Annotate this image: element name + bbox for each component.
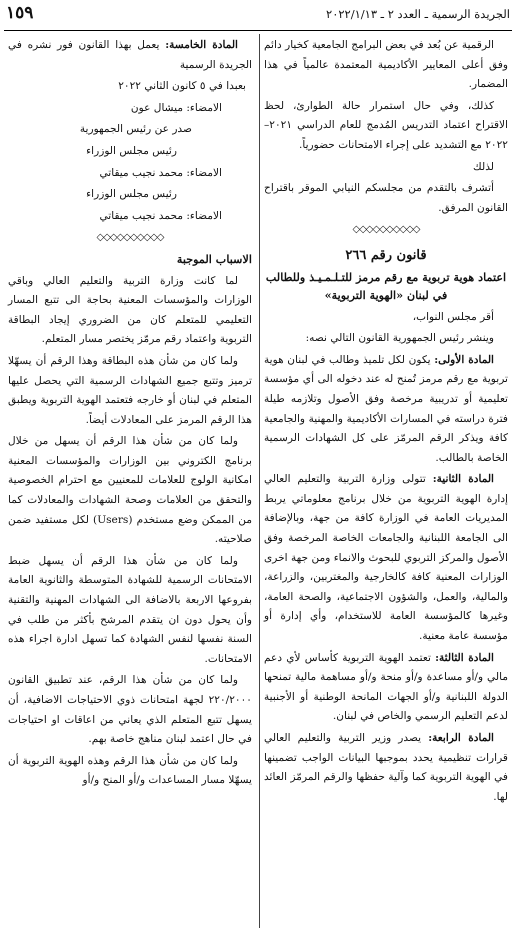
reason-paragraph: ولما كان من شأن هذه البطاقة وهذا الرقم أن يسهّلا ترميز وتتبع جميع الشهادات الرسمية التي يحصل عليها المتعلم في لبنان أو خارجه فتعتمد الهوية التربوية ويطبق هذا الرقم المرمز على المعادلات أيضاً. [8,354,252,426]
reason-paragraph: ولما كان من شأن هذا الرقم، عند تطبيق القانون ٢٢٠/٢٠٠٠ لجهة امتحانات ذوي الاحتياجات الاضافية، أن يسهل تتبع المتعلم الذي يعاني من اعاقات او احتياجات في حال اعتمد لبنان مناهج خاصة بهم. [8,674,252,746]
signature-president: الامضاء: ميشال عون [130,101,222,114]
article-4 [264,729,508,807]
article-2 [264,470,508,646]
law-number: قانون رقم ٢٦٦ [345,247,427,263]
issued-by: صدر عن رئيس الجمهورية [79,123,192,136]
left-column [8,36,252,793]
page-header [0,0,516,32]
article-5 [8,36,252,75]
article-label: المادة الأولى: [434,353,494,366]
signature-pm: الامضاء: محمد نجيب ميقاتي [99,209,222,222]
article-text: تعتمد الهوية التربوية كأساس لأي دعم مالي و/أو مساعدة و/أو منحة و/أو مساهمة مالية تمنحها الدولة اللبنانية و/أو الجهات المانحة الوطنية أو الأجنبية لدعم التعليم الرسمي والخاص في لبنان. [264,651,508,723]
reason-paragraph: ولما كان من شأن هذا الرقم أن يسهل من خلال برنامج الكتروني بين الوزارات والمؤسسات المعنية امكانية الولوج للعلامات للمعنيين مع احترام الخصوصية والتحقق من العلامات وصحة الشهادات والمعادلات كما من الممكن وضع مستخدم (Users) لكل مستفيد ضمن صلاحيته. [8,435,252,546]
enactment-line: أقر مجلس النواب، [412,310,494,323]
journal-title: الجريدة الرسمية ـ العدد ٢ ـ ٢٠٢٢/١/١٣ [326,7,510,21]
article-label: المادة الثالثة: [435,651,494,664]
column-divider [259,34,260,928]
right-column [264,36,508,809]
enactment-line: وينشر رئيس الجمهورية القانون التالي نصه: [305,332,494,345]
article-text: يعمل بهذا القانون فور نشره في الجريدة الرسمية [8,39,252,71]
article-text: يصدر وزير التربية والتعليم العالي قرارات تنظيمية يحدد بموجبها البيانات الواجب تضمينها في الهوية التربوية كما وآلية حفظها والرقم المرمّز العائد لها. [264,732,508,803]
intro-paragraph: أتشرف بالتقدم من مجلسكم النيابي الموقر باقتراح القانون المرفق. [264,182,508,214]
reason-paragraph: لما كانت وزارة التربية والتعليم العالي وباقي الوزارات والمؤسسات المعنية بحاجة الى تتبع المسار التعليمي للمتعلم كان من الضروري إيجاد البطاقة التربوية واعتماد رقم مرمّز يختصر مسار المتعلم. [8,274,252,346]
place-date: بعبدا في ٥ كانون الثاني ٢٠٢٢ [118,80,246,93]
article-text: تتولى وزارة التربية والتعليم العالي إدارة الهوية التربوية من خلال برنامج معلوماتي يربط المديريات العامة في الوزارة كافة من جهة، وبالإضافة الى الجامعة اللبنانية والجامعات الخاصة المرخصة وفق الأصول والمركز التربوي للبحوث والانماء ومن جهة اخرى الوزارات المعنية كافة كالخارجية والمغتربين، والزراعة، والمالية، والعمل، والشؤون الاجتماعية، والصحة العامة، وغيرها كالمؤسسة العامة للاستخدام، وأي إدارة أو مؤسسة عامة معنية. [264,473,508,643]
intro-paragraph: لذلك [473,160,494,173]
article-label: المادة الخامسة: [165,39,238,51]
article-1 [264,351,508,469]
intro-paragraph: الرقمية عن بُعد في بعض البرامج الجامعية كخيار دائم وفق أعلى المعايير الأكاديمية المعتمدة عالمياً في هذا المضمار. [264,39,508,91]
intro-paragraph: كذلك، وفي حال استمرار حالة الطوارئ، لحظ الاقتراح اعتماد التدريس المُدمج للعام الدراسي ٢٠٢١–٢٠٢٢ مع التشديد على إجراء الامتحانات حضورياً. [264,99,508,151]
article-text: يكون لكل تلميذ وطالب في لبنان هوية تربوية مع رقم مرمز تُمنح له عند دخوله الى أي مؤسسة تعليمية أو تدريبية مرخصة وفق الأصول وتلازمه طيلة فترة دراسته في المسارات الأكاديمية والمهنية والجامعية كافة ويذكر الرقم المرمّز على كل الشهادات الرسمية الخاصة بالطالب. [264,353,508,464]
article-label: المادة الثانية: [432,473,495,486]
pm-title: رئيس مجلس الوزراء [86,144,177,157]
reasons-heading: الاسباب الموجبة [176,251,252,266]
article-3 [264,649,508,727]
reason-paragraph: ولما كان من شأن هذا الرقم أن يسهل ضبط الامتحانات الرسمية للشهادة المتوسطة والثانوية العامة بفروعها الاربعة بالاضافة الى الشهادات المهنية والتقنية وأن يحول دون ان يتقدم المرشح بأكثر من طلب في السنة نفسها لنفس الشهادة كما تسهل ادارة اجراء هذه الامتحانات. [8,554,252,665]
ornament-separator: ◇◇◇◇◇◇◇◇◇◇ [352,224,420,236]
reason-paragraph: ولما كان من شأن هذا الرقم وهذه الهوية التربوية أن يسهّلا مسار المساعدات و/أو المنح و/أو [8,754,252,787]
law-title: اعتماد هوية تربوية مع رقم مرمز للتـلـمـيـذ وللطالب في لبنان «الهوية التربوية» [265,269,507,302]
header-rule [4,30,512,31]
signature-pm: الامضاء: محمد نجيب ميقاتي [99,166,222,179]
article-label: المادة الرابعة: [428,732,495,744]
pm-title: رئيس مجلس الوزراء [86,188,177,201]
ornament-separator: ◇◇◇◇◇◇◇◇◇◇ [96,232,164,244]
page-number: ١٥٩ [6,3,34,23]
